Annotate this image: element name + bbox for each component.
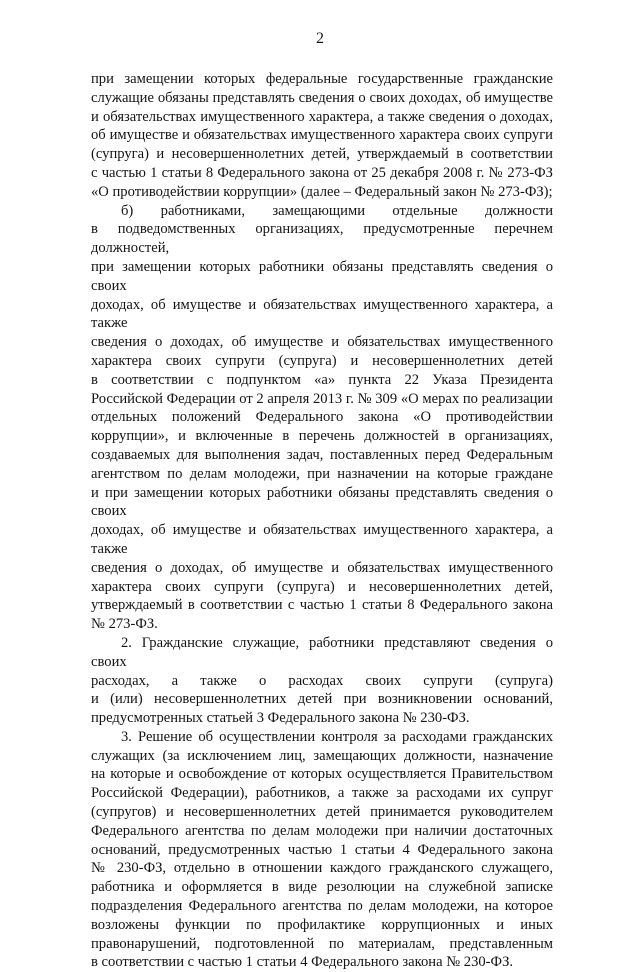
text-line: служащие обязаны представлять сведения о своих доходах, об имуществе — [91, 89, 553, 106]
text-line: (супругов) и несовершеннолетних детей принимается руководителем — [91, 804, 553, 821]
text-line: отдельных положений Федерального закона «О противодействии — [91, 409, 553, 426]
text-line: сведения о доходах, об имуществе и обязательствах имущественного — [91, 334, 553, 351]
document-body — [91, 70, 553, 972]
text-line: доходах, об имуществе и обязательствах имущественного характера, а также — [91, 296, 553, 332]
paragraph-2 — [91, 202, 553, 634]
text-line: при замещении которых работники обязаны представлять сведения о своих — [91, 258, 553, 294]
text-line: 2. Гражданские служащие, работники представляют сведения о своих — [91, 634, 553, 670]
text-line: № 273-ФЗ. — [91, 616, 158, 633]
paragraph-1 — [91, 70, 553, 202]
text-line: правонарушений, подготовленной по материалам, представленным — [91, 935, 553, 952]
text-line: характера своих супруги (супруга) и несовершеннолетних детей — [91, 352, 553, 369]
text-line: расходах, а также о расходах своих супруги (супруга) — [91, 672, 553, 689]
text-line: подразделения Федерального агентства по делам молодежи, на которое — [91, 898, 553, 915]
page-number: 2 — [316, 30, 324, 47]
text-line: предусмотренных статьей 3 Федерального закона № 230-ФЗ. — [91, 710, 470, 727]
text-line: сведения о доходах, об имуществе и обязательствах имущественного — [91, 559, 553, 576]
text-line: на которые и освобождение от которых осуществляется Правительством — [91, 766, 553, 783]
paragraph-3 — [91, 634, 553, 728]
text-line: об имуществе и обязательствах имущественного характера своих супруги — [91, 127, 553, 144]
text-line: характера своих супруги (супруга) и несовершеннолетних детей, — [91, 578, 553, 595]
text-line: доходах, об имуществе и обязательствах имущественного характера, а также — [91, 522, 553, 557]
text-line: оснований, предусмотренных частью 1 статьи 4 Федерального закона — [91, 841, 553, 858]
text-line: утверждаемый в соответствии с частью 1 статьи 8 Федерального закона — [91, 597, 553, 614]
text-line: в подведомственных организациях, предусмотренные перечнем должностей, — [91, 221, 553, 257]
text-line: Российской Федерации от 2 апреля 2013 г. № 309 «О мерах по реализации — [91, 390, 553, 407]
text-line: № 230-ФЗ, отдельно в отношении каждого гражданского служащего, — [91, 860, 553, 877]
text-line: и (или) несовершеннолетних детей при возникновении оснований, — [91, 691, 553, 708]
text-line: в соответствии с подпунктом «а» пункта 22 Указа Президента — [91, 371, 553, 388]
text-line: в соответствии с частью 1 статьи 4 Федерального закона № 230-ФЗ. — [91, 954, 514, 971]
text-line: с частью 1 статьи 8 Федерального закона от 25 декабря 2008 г. № 273-ФЗ — [91, 164, 553, 181]
text-line: Российской Федерации), работников, а также за расходами их супруг — [91, 785, 553, 802]
text-line: (супруга) и несовершеннолетних детей, утверждаемый в соответствии — [91, 146, 553, 163]
text-line: и при замещении которых работники обязаны представлять сведения о своих — [91, 484, 553, 520]
text-line: Федерального агентства по делам молодежи при наличии достаточных — [91, 822, 553, 839]
text-line: возложены функции по профилактике коррупционных и иных — [91, 916, 553, 933]
text-line: работника и оформляется в виде резолюции на служебной записке — [91, 879, 553, 896]
paragraph-4 — [91, 728, 553, 972]
text-line: агентством по делам молодежи, при назначении на которые граждане — [91, 465, 553, 482]
text-line: служащих (за исключением лиц, замещающих должности, назначение — [91, 747, 553, 764]
text-line: 3. Решение об осуществлении контроля за расходами гражданских — [121, 728, 553, 745]
text-line: и обязательствах имущественного характера, а также сведения о доходах, — [91, 108, 553, 125]
text-line: б) работниками, замещающими отдельные должности — [121, 202, 553, 219]
text-line: при замещении которых федеральные государственные гражданские — [91, 71, 553, 87]
text-line: создаваемых для выполнения задач, поставленных перед Федеральным — [91, 446, 553, 463]
text-line: «О противодействии коррупции» (далее – Федеральный закон № 273-ФЗ); — [91, 183, 553, 200]
text-line: коррупции», и включенные в перечень должностей в организациях, — [91, 428, 553, 445]
